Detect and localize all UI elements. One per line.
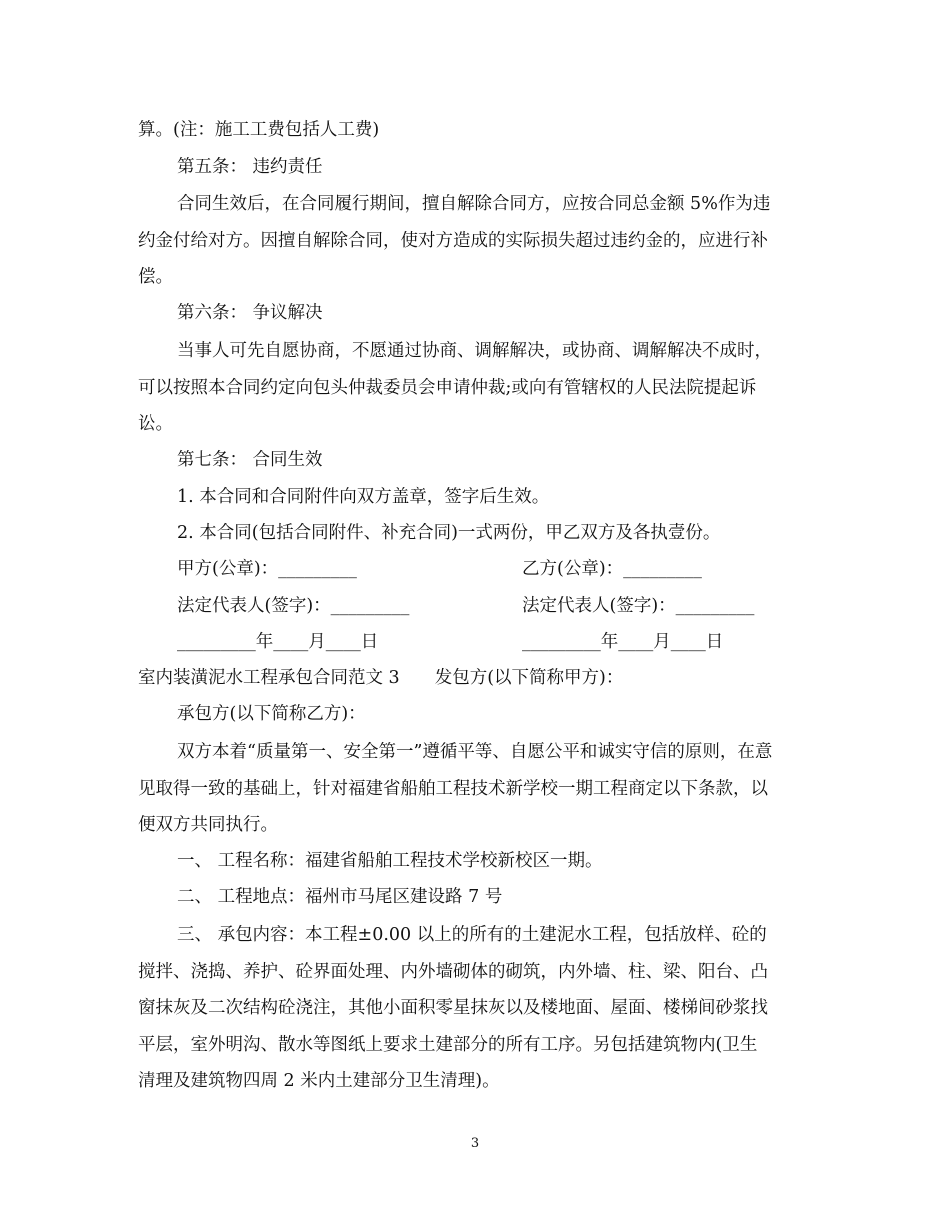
text-line: 讼。 — [138, 414, 173, 434]
item-3-paragraph — [138, 917, 810, 1100]
party-b-seal: 乙方(公章)：_________ — [522, 559, 702, 579]
text-line: 偿。 — [138, 267, 173, 287]
text-line: 算。(注：施工工费包括人工费) — [138, 120, 380, 140]
article-5-heading: 第五条： 违约责任 — [177, 157, 323, 177]
text-line: 窗抹灰及二次结构砼浇注，其他小面积零星抹灰以及楼地面、屋面、楼梯间砂浆找 — [138, 998, 768, 1018]
text-line: 可以按照本合同约定向包头仲裁委员会申请仲裁;或向有管辖权的人民法院提起诉 — [138, 377, 757, 398]
article-6-heading: 第六条： 争议解决 — [177, 303, 323, 323]
article-7-item-2: 2. 本合同(包括合同附件、补充合同)一式两份，甲乙双方及各执壹份。 — [177, 523, 721, 543]
party-a-date: _________年____月____日 — [177, 632, 379, 652]
party-a-representative: 法定代表人(签字)：_________ — [177, 596, 410, 616]
text-line: 当事人可先自愿协商，不愿通过协商、调解解决，或协商、调解解决不成时， — [177, 341, 772, 361]
article-6-paragraph — [138, 333, 810, 443]
text-line: 搅拌、浇捣、养护、砼界面处理、内外墙砌体的砌筑，内外墙、柱、梁、阳台、凸 — [138, 961, 768, 982]
text-line: 清理及建筑物四周 2 米内土建部分卫生清理)。 — [138, 1071, 500, 1091]
text-line: 平层，室外明沟、散水等图纸上要求土建部分的所有工序。另包括建筑物内(卫生 — [138, 1034, 758, 1055]
party-b-representative: 法定代表人(签字)：_________ — [522, 596, 755, 616]
text-line: 约金付给对方。因擅自解除合同，使对方造成的实际损失超过违约金的，应进行补 — [138, 230, 768, 251]
text-line: 三、 承包内容：本工程±0.00 以上的所有的土建泥水工程，包括放样、砼的 — [177, 925, 767, 945]
page-number: 3 — [470, 1136, 480, 1151]
text-line: 见取得一致的基础上，针对福建省船舶工程技术新学校一期工程商定以下条款，以 — [138, 778, 768, 799]
intro-paragraph — [138, 734, 810, 844]
item-1: 一、 工程名称：福建省船舶工程技术学校新校区一期。 — [177, 851, 603, 871]
contractor-line: 承包方(以下简称乙方)： — [177, 704, 366, 724]
text-line: 便双方共同执行。 — [138, 815, 278, 835]
party-b-date: _________年____月____日 — [522, 632, 724, 652]
article-7-heading: 第七条： 合同生效 — [177, 450, 323, 470]
text-line: 合同生效后，在合同履行期间，擅自解除合同方，应按合同总金额 5%作为违 — [177, 194, 771, 214]
text-line: 双方本着“质量第一、安全第一”遵循平等、自愿公平和诚实守信的原则，在意 — [177, 742, 773, 762]
article-5-paragraph — [138, 186, 810, 296]
item-2: 二、 工程地点：福州市马尾区建设路 7 号 — [177, 887, 503, 907]
party-a-seal: 甲方(公章)：_________ — [177, 559, 357, 579]
section-heading: 室内装潢泥水工程承包合同范文 3 发包方(以下简称甲方)： — [138, 668, 624, 688]
article-7-item-1: 1. 本合同和合同附件向双方盖章，签字后生效。 — [177, 487, 550, 507]
